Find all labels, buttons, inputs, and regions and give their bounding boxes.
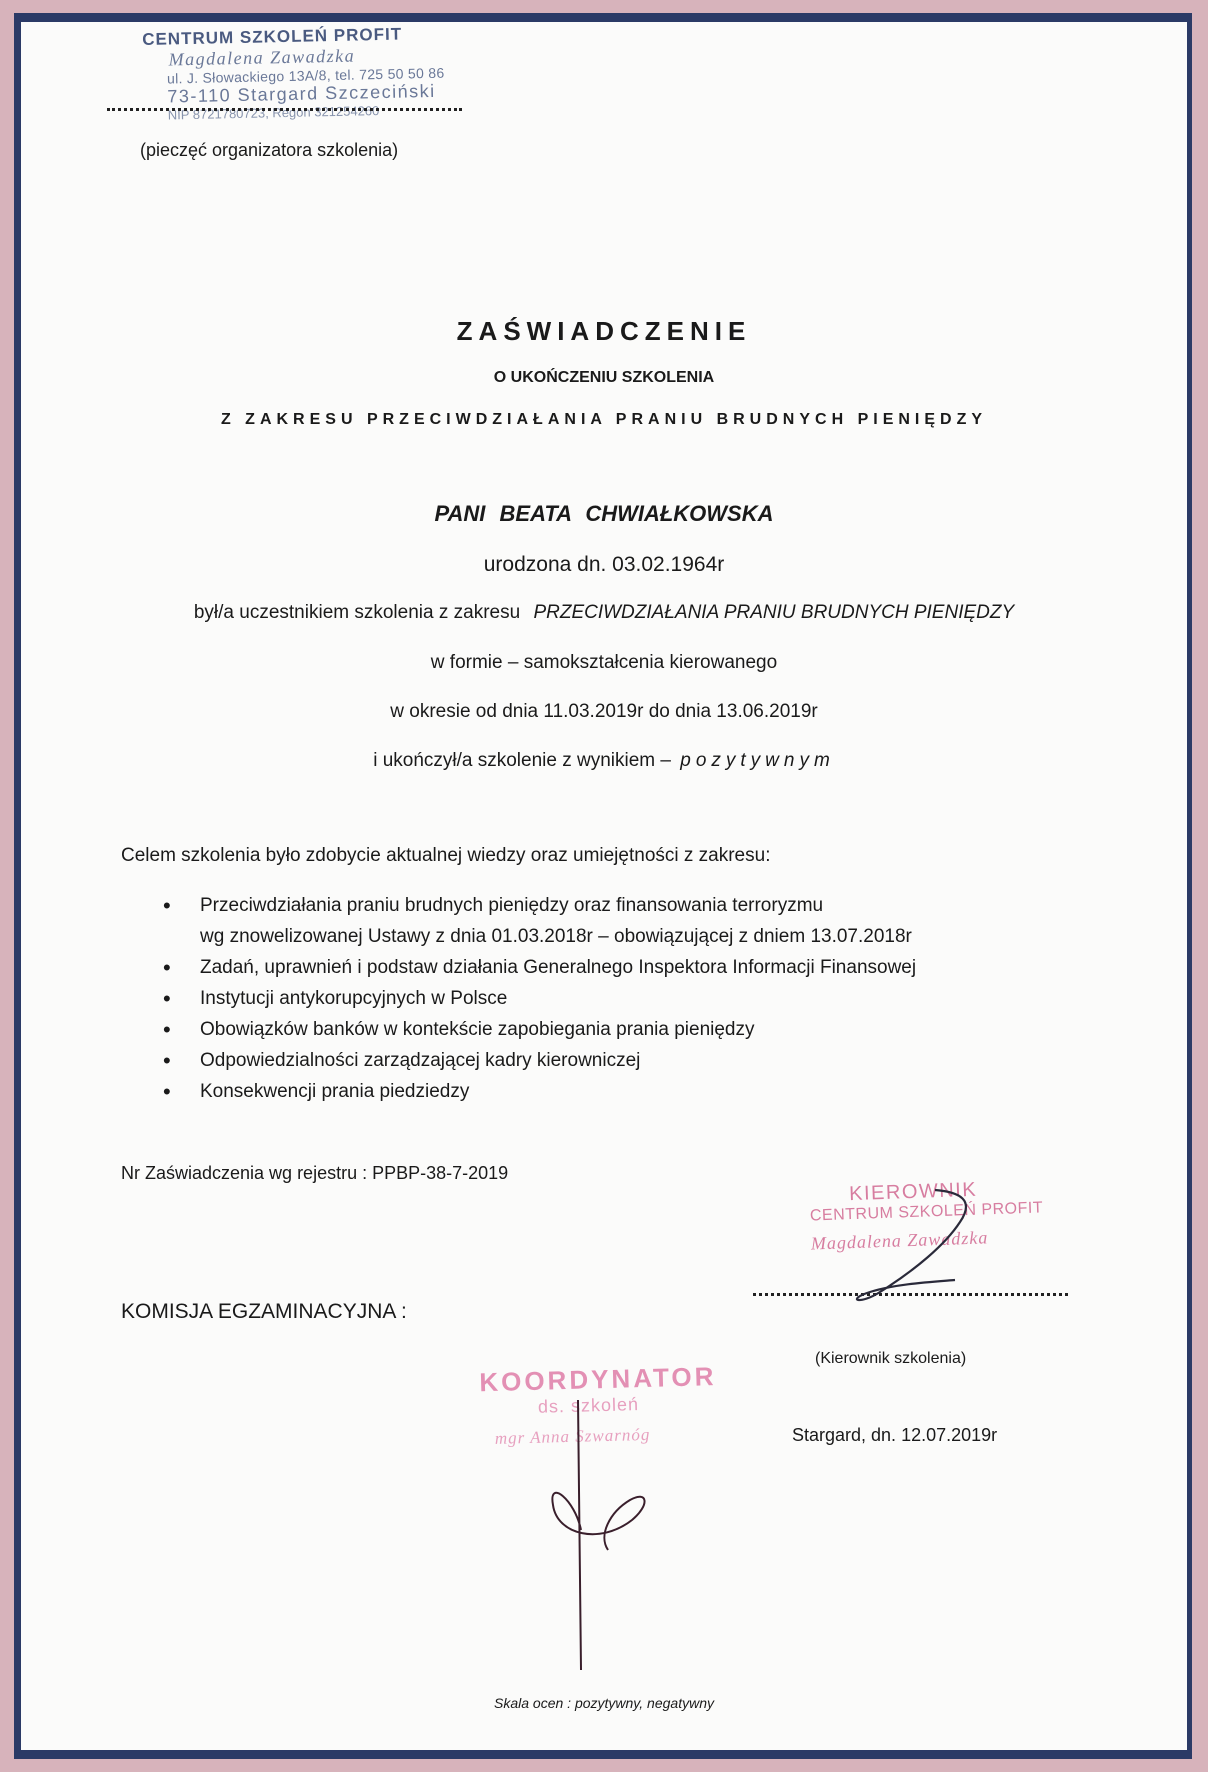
birth-date: urodzona dn. 03.02.1964r bbox=[483, 553, 725, 576]
kierownik-stamp-line: CENTRUM SZKOLEŃ PROFIT bbox=[809, 1199, 1044, 1225]
organizer-stamp-line: 73-110 Stargard Szczeciński bbox=[167, 80, 436, 107]
result-prefix: i ukończył/a szkolenie z wynikiem – bbox=[373, 750, 671, 771]
organizer-stamp-line: ul. J. Słowackiego 13A/8, tel. 725 50 50 86 bbox=[166, 64, 445, 87]
training-form: w formie – samokształcenia kierowanego bbox=[430, 652, 778, 673]
commission-label: KOMISJA EGZAMINACYJNA : bbox=[121, 1300, 407, 1323]
participation-topic: PRZECIWDZIAŁANIA PRANIU BRUDNYCH PIENIĘDZY bbox=[533, 602, 1015, 623]
document-scope: Z ZAKRESU PRZECIWDZIAŁANIA PRANIU BRUDNYCH PIENIĘDZY bbox=[220, 411, 988, 428]
document-subtitle: O UKOŃCZENIU SZKOLENIA bbox=[493, 369, 715, 386]
list-item: • Zadań, uprawnień i podstaw działania Generalnego Inspektora Informacji Finansowej bbox=[148, 952, 916, 983]
organizer-stamp-line: NIP 8721780723, Regon 321254260 bbox=[167, 103, 380, 123]
list-item: • Konsekwencji prania piedziedzy bbox=[148, 1076, 916, 1107]
list-item: • Instytucji antykorupcyjnych w Polsce bbox=[148, 983, 916, 1014]
koordynator-stamp-line: KOORDYNATOR bbox=[478, 1361, 717, 1398]
koordynator-stamp-line: ds. szkoleń bbox=[537, 1394, 640, 1417]
document-title: ZAŚWIADCZENIE bbox=[456, 316, 752, 346]
goal-item-text: • Przeciwdziałania praniu brudnych pieniędzy oraz finansowania terroryzmu bbox=[200, 895, 824, 916]
seal-caption: (pieczęć organizatora szkolenia) bbox=[140, 140, 399, 160]
register-number: Nr Zaświadczenia wg rejestru : PPBP-38-7-2019 bbox=[121, 1163, 509, 1183]
goal-intro: Celem szkolenia było zdobycie aktualnej wiedzy oraz umiejętności z zakresu: bbox=[121, 845, 771, 866]
list-item: • Obowiązków banków w kontekście zapobiegania prania pieniędzy bbox=[148, 1014, 916, 1045]
koordynator-signature bbox=[552, 1400, 644, 1670]
recipient-name: PANI BEATA CHWIAŁKOWSKA bbox=[434, 501, 774, 526]
list-item: • Odpowiedzialności zarządzającej kadry kierowniczej bbox=[148, 1045, 916, 1076]
koordynator-stamp-line: mgr Anna Szwarnóg bbox=[494, 1424, 651, 1448]
training-period: w okresie od dnia 11.03.2019r do dnia 13.06.2019r bbox=[390, 701, 818, 722]
grading-scale: Skala ocen : pozytywny, negatywny bbox=[494, 1695, 714, 1711]
organizer-stamp-line: Magdalena Zawadzka bbox=[168, 45, 356, 70]
kierownik-caption: (Kierownik szkolenia) bbox=[815, 1350, 967, 1367]
kierownik-stamp-line: KIEROWNIK bbox=[848, 1178, 978, 1206]
goal-item-continuation: wg znowelizowanej Ustawy z dnia 01.03.2018r – obowiązującej z dniem 13.07.2018r bbox=[200, 926, 912, 947]
organizer-stamp-line: CENTRUM SZKOLEŃ PROFIT bbox=[142, 24, 403, 49]
participation-prefix: był/a uczestnikiem szkolenia z zakresu bbox=[193, 602, 521, 623]
place-date: Stargard, dn. 12.07.2019r bbox=[792, 1425, 998, 1445]
kierownik-stamp-line: Magdalena Zawadzka bbox=[810, 1227, 989, 1254]
result-value: pozytywnym bbox=[680, 750, 835, 771]
kierownik-signature bbox=[857, 1190, 966, 1300]
